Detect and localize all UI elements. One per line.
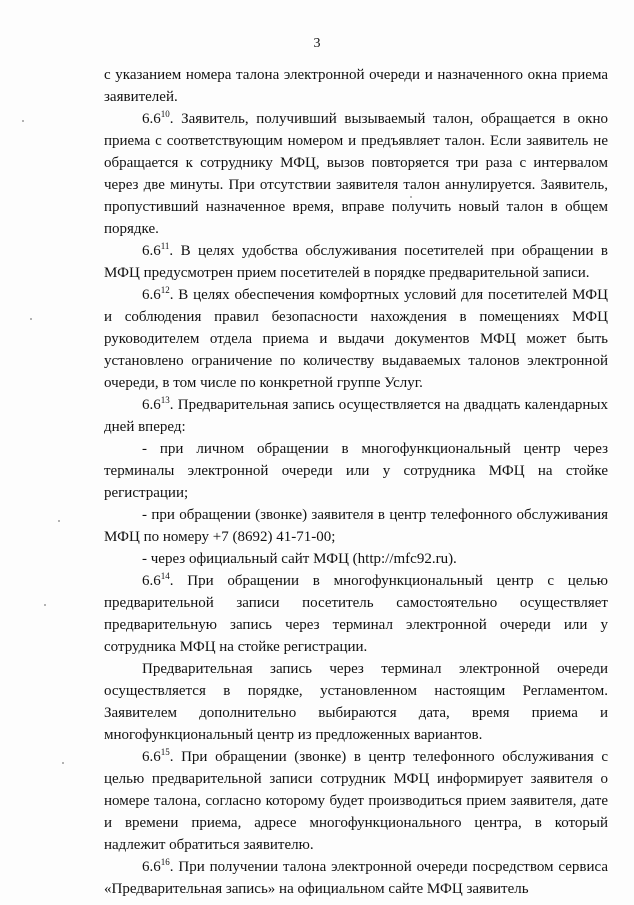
clause-6-6-10 [104, 108, 608, 240]
scan-speck [58, 520, 60, 522]
clause-6-6-13 [104, 394, 608, 438]
clause-text: . Заявитель, получивший вызываемый талон, обращается в окно приема с соответствующим номером и предъявляет талон. Если заявитель не обращается к сотруднику МФЦ, вызов повторяется три раза с интервалом через две минуты. При отсутствии заявителя талон аннулируется. Заявитель, пропустивший назначенное время, вправе получить новый талон в общем порядке. [104, 111, 608, 237]
clause-text: . В целях обеспечения комфортных условий для посетителей МФЦ и соблюдения правил безопасности нахождения в помещениях МФЦ руководителем отдела приема и выдачи документов МФЦ может быть установлено ограничение по количеству выдаваемых талонов электронной очереди, в том числе по конкретной группе Услуг. [104, 287, 608, 391]
clause-superscript: 14 [160, 571, 170, 581]
scan-speck [44, 604, 46, 606]
paragraph-terminal-booking: Предварительная запись через терминал электронной очереди осуществляется в порядке, установленном настоящим Регламентом. Заявителем дополнительно выбираются дата, время приема и многофункциональный центр из предложенных вариантов. [104, 661, 608, 743]
clause-6-6-11 [104, 240, 608, 284]
clause-superscript: 13 [160, 395, 170, 405]
list-item-phone: - при обращении (звонке) заявителя в центр телефонного обслуживания МФЦ по номеру +7 (8692) 41-71-00; [104, 507, 608, 545]
clause-6-6-15 [104, 746, 608, 856]
clause-superscript: 16 [160, 857, 170, 867]
clause-number: 6.6 [142, 111, 161, 127]
clause-number: 6.6 [142, 749, 161, 765]
clause-text: . Предварительная запись осуществляется на двадцать календарных дней вперед: [104, 397, 608, 435]
clause-text: . В целях удобства обслуживания посетителей при обращении в МФЦ предусмотрен прием посетителей в порядке предварительной записи. [104, 243, 608, 281]
clause-superscript: 15 [160, 747, 170, 757]
document-body [104, 64, 608, 900]
scan-speck [30, 318, 32, 320]
clause-superscript: 11 [160, 241, 170, 251]
clause-superscript: 12 [160, 285, 170, 295]
clause-number: 6.6 [142, 859, 161, 875]
list-item-in-person: - при личном обращении в многофункциональный центр через терминалы электронной очереди или у сотрудника МФЦ на стойке регистрации; [104, 441, 608, 501]
clause-text: . При обращении в многофункциональный центр с целью предварительной записи посетитель самостоятельно осуществляет предварительную запись через терминал электронной очереди или у сотрудника МФЦ на стойке регистрации. [104, 573, 608, 655]
scan-speck [62, 762, 64, 764]
clause-number: 6.6 [142, 287, 161, 303]
clause-number: 6.6 [142, 243, 161, 259]
clause-text: . При получении талона электронной очереди посредством сервиса «Предварительная запись» на официальном сайте МФЦ заявитель [104, 859, 608, 897]
clause-number: 6.6 [142, 397, 161, 413]
scan-speck [22, 120, 24, 122]
clause-number: 6.6 [142, 573, 161, 589]
clause-6-6-14 [104, 570, 608, 658]
clause-text: . При обращении (звонке) в центр телефонного обслуживания с целью предварительной записи сотрудник МФЦ информирует заявителя о номере талона, согласно которому будет производиться прием заявителя, дате и времени приема, адресе многофункционального центра, в который надлежит обратиться заявителю. [104, 749, 608, 853]
scan-speck [410, 196, 412, 198]
clause-6-6-12 [104, 284, 608, 394]
paragraph-continuation: с указанием номера талона электронной очереди и назначенного окна приема заявителей. [104, 67, 608, 105]
list-item-website: - через официальный сайт МФЦ (http://mfc92.ru). [142, 551, 457, 567]
clause-superscript: 10 [160, 109, 170, 119]
page-number: 3 [313, 36, 321, 51]
clause-6-6-16 [104, 856, 608, 900]
